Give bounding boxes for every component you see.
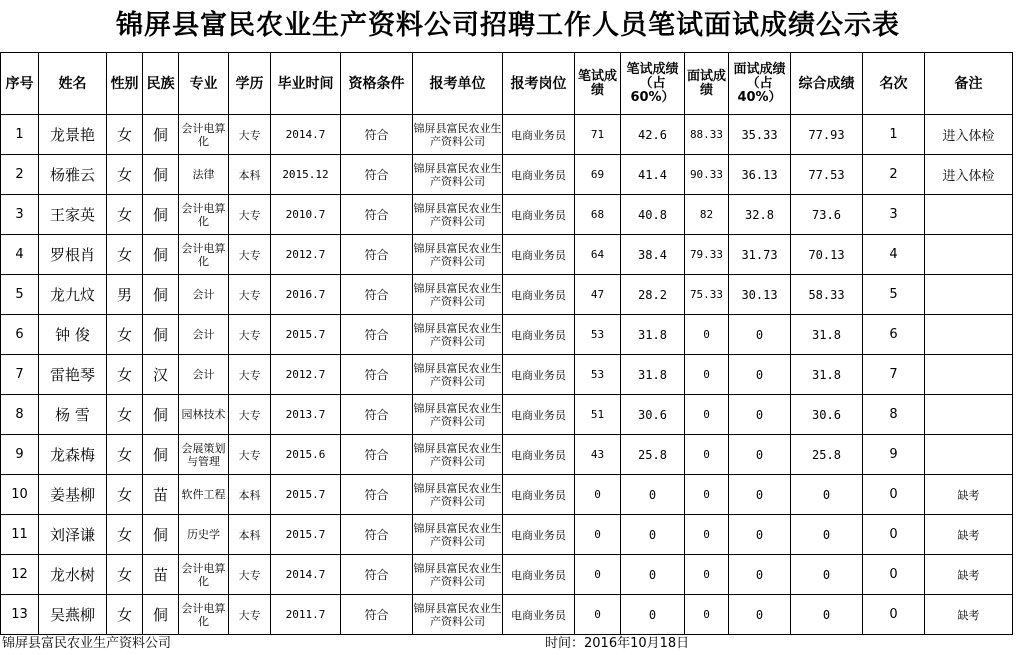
cell-written: 0 [575, 475, 621, 515]
cell-rank: 5 [863, 275, 925, 315]
cell-interview-pct: 0 [729, 355, 791, 395]
cell-gender: 女 [107, 435, 143, 475]
cell-grad-time: 2014.7 [271, 115, 341, 155]
score-table [0, 52, 1013, 635]
cell-qualification: 符合 [341, 395, 413, 435]
cell-total: 0 [791, 475, 863, 515]
cell-idx: 7 [1, 355, 39, 395]
cell-idx: 12 [1, 555, 39, 595]
cell-name: 杨 雪 [39, 395, 107, 435]
cell-major: 会计电算化 [179, 195, 229, 235]
cell-idx: 2 [1, 155, 39, 195]
cell-written: 0 [575, 555, 621, 595]
cell-interview: 88.33 [685, 115, 729, 155]
cell-ethnicity: 侗 [143, 315, 179, 355]
cell-qualification: 符合 [341, 515, 413, 555]
cell-name: 龙森梅 [39, 435, 107, 475]
cell-position: 电商业务员 [503, 595, 575, 635]
cell-rank: 2 [863, 155, 925, 195]
cell-qualification: 符合 [341, 355, 413, 395]
cell-education: 大专 [229, 235, 271, 275]
cell-total: 58.33 [791, 275, 863, 315]
cell-note [925, 235, 1013, 275]
cell-ethnicity: 侗 [143, 235, 179, 275]
cell-written-pct: 30.6 [621, 395, 685, 435]
header-major: 专业 [179, 53, 229, 115]
cell-note: 进入体检 [925, 155, 1013, 195]
cell-qualification: 符合 [341, 315, 413, 355]
cell-note: 缺考 [925, 515, 1013, 555]
table-row [1, 275, 1013, 315]
cell-education: 大专 [229, 435, 271, 475]
cell-grad-time: 2015.6 [271, 435, 341, 475]
cell-ethnicity: 侗 [143, 515, 179, 555]
footer-date: 时间：2016年10月18日 [545, 636, 690, 651]
cell-position: 电商业务员 [503, 155, 575, 195]
cell-major: 会计电算化 [179, 555, 229, 595]
cell-qualification: 符合 [341, 595, 413, 635]
cell-ethnicity: 侗 [143, 155, 179, 195]
cell-unit: 锦屏县富民农业生产资料公司 [413, 595, 503, 635]
cell-unit: 锦屏县富民农业生产资料公司 [413, 515, 503, 555]
cell-written-pct: 25.8 [621, 435, 685, 475]
cell-position: 电商业务员 [503, 435, 575, 475]
cell-unit: 锦屏县富民农业生产资料公司 [413, 115, 503, 155]
cell-rank: 0 [863, 515, 925, 555]
header-rank: 名次 [863, 53, 925, 115]
cell-ethnicity: 侗 [143, 435, 179, 475]
cell-unit: 锦屏县富民农业生产资料公司 [413, 275, 503, 315]
cell-position: 电商业务员 [503, 475, 575, 515]
table-row [1, 435, 1013, 475]
cell-rank: 8 [863, 395, 925, 435]
cell-written: 0 [575, 595, 621, 635]
cell-name: 龙景艳 [39, 115, 107, 155]
cell-interview: 90.33 [685, 155, 729, 195]
cell-grad-time: 2015.7 [271, 475, 341, 515]
header-position: 报考岗位 [503, 53, 575, 115]
cell-rank: 4 [863, 235, 925, 275]
cell-interview-pct: 0 [729, 315, 791, 355]
header-qualification: 资格条件 [341, 53, 413, 115]
cell-name: 姜基柳 [39, 475, 107, 515]
cell-name: 吴燕柳 [39, 595, 107, 635]
cell-position: 电商业务员 [503, 195, 575, 235]
cell-interview: 0 [685, 435, 729, 475]
cell-name: 杨雅云 [39, 155, 107, 195]
cell-unit: 锦屏县富民农业生产资料公司 [413, 395, 503, 435]
cell-unit: 锦屏县富民农业生产资料公司 [413, 195, 503, 235]
cell-total: 77.53 [791, 155, 863, 195]
cell-total: 25.8 [791, 435, 863, 475]
cell-ethnicity: 侗 [143, 595, 179, 635]
table-header-row [1, 53, 1013, 115]
cell-name: 刘泽谦 [39, 515, 107, 555]
cell-qualification: 符合 [341, 155, 413, 195]
cell-ethnicity: 苗 [143, 475, 179, 515]
cell-interview: 0 [685, 395, 729, 435]
cell-idx: 1 [1, 115, 39, 155]
cell-name: 罗根肖 [39, 235, 107, 275]
cell-total: 77.93 [791, 115, 863, 155]
header-written: 笔试成绩 [575, 53, 621, 115]
cell-note [925, 355, 1013, 395]
cell-qualification: 符合 [341, 435, 413, 475]
table-row [1, 555, 1013, 595]
header-ethnicity: 民族 [143, 53, 179, 115]
cell-education: 大专 [229, 195, 271, 235]
cell-idx: 5 [1, 275, 39, 315]
cell-position: 电商业务员 [503, 555, 575, 595]
cell-ethnicity: 侗 [143, 195, 179, 235]
cell-gender: 女 [107, 195, 143, 235]
cell-education: 大专 [229, 275, 271, 315]
cell-interview-pct: 30.13 [729, 275, 791, 315]
header-education: 学历 [229, 53, 271, 115]
cell-gender: 女 [107, 355, 143, 395]
table-row [1, 515, 1013, 555]
cell-name: 龙九炆 [39, 275, 107, 315]
table-row [1, 315, 1013, 355]
header-total: 综合成绩 [791, 53, 863, 115]
cell-interview-pct: 0 [729, 595, 791, 635]
cell-idx: 11 [1, 515, 39, 555]
cell-written-pct: 28.2 [621, 275, 685, 315]
cell-major: 会计电算化 [179, 595, 229, 635]
cell-unit: 锦屏县富民农业生产资料公司 [413, 355, 503, 395]
cell-idx: 10 [1, 475, 39, 515]
cell-interview: 0 [685, 595, 729, 635]
cell-interview: 75.33 [685, 275, 729, 315]
cell-education: 大专 [229, 395, 271, 435]
cell-written-pct: 31.8 [621, 315, 685, 355]
cell-grad-time: 2015.7 [271, 315, 341, 355]
header-unit: 报考单位 [413, 53, 503, 115]
cell-name: 雷艳琴 [39, 355, 107, 395]
cell-written-pct: 41.4 [621, 155, 685, 195]
cell-position: 电商业务员 [503, 275, 575, 315]
cell-interview: 0 [685, 355, 729, 395]
cell-note: 缺考 [925, 555, 1013, 595]
cell-grad-time: 2015.12 [271, 155, 341, 195]
header-name: 姓名 [39, 53, 107, 115]
cell-grad-time: 2012.7 [271, 355, 341, 395]
cell-gender: 女 [107, 155, 143, 195]
cell-rank: 0 [863, 555, 925, 595]
cell-note [925, 195, 1013, 235]
cell-education: 大专 [229, 115, 271, 155]
cell-position: 电商业务员 [503, 395, 575, 435]
cell-education: 大专 [229, 595, 271, 635]
table-row [1, 235, 1013, 275]
cell-written: 53 [575, 355, 621, 395]
cell-major: 会计电算化 [179, 235, 229, 275]
cell-qualification: 符合 [341, 475, 413, 515]
cell-written: 69 [575, 155, 621, 195]
cell-interview-pct: 0 [729, 555, 791, 595]
cell-education: 本科 [229, 155, 271, 195]
cell-note: 进入体检 [925, 115, 1013, 155]
header-interview: 面试成绩 [685, 53, 729, 115]
footer-company: 锦屏县富民农业生产资料公司 [2, 636, 172, 651]
cell-gender: 女 [107, 115, 143, 155]
cell-position: 电商业务员 [503, 355, 575, 395]
cell-name: 钟 俊 [39, 315, 107, 355]
cell-written: 68 [575, 195, 621, 235]
cell-interview-pct: 0 [729, 435, 791, 475]
table-row [1, 395, 1013, 435]
cell-major: 会计电算化 [179, 115, 229, 155]
cell-qualification: 符合 [341, 195, 413, 235]
cell-written-pct: 38.4 [621, 235, 685, 275]
header-note: 备注 [925, 53, 1013, 115]
cell-written-pct: 40.8 [621, 195, 685, 235]
cell-qualification: 符合 [341, 555, 413, 595]
cell-idx: 9 [1, 435, 39, 475]
cell-name: 王家英 [39, 195, 107, 235]
cell-gender: 男 [107, 275, 143, 315]
cell-rank: 7 [863, 355, 925, 395]
table-body [1, 115, 1013, 635]
cell-gender: 女 [107, 515, 143, 555]
cell-position: 电商业务员 [503, 115, 575, 155]
table-row [1, 475, 1013, 515]
cell-qualification: 符合 [341, 115, 413, 155]
header-interview-pct: 面试成绩（占40%） [729, 53, 791, 115]
page-title: 锦屏县富民农业生产资料公司招聘工作人员笔试面试成绩公示表 [116, 10, 900, 41]
header-idx: 序号 [1, 53, 39, 115]
cell-grad-time: 2012.7 [271, 235, 341, 275]
header-written-pct: 笔试成绩（占60%） [621, 53, 685, 115]
cell-written: 64 [575, 235, 621, 275]
cell-written: 43 [575, 435, 621, 475]
cell-major: 会计 [179, 275, 229, 315]
cell-total: 0 [791, 515, 863, 555]
cell-written: 53 [575, 315, 621, 355]
header-grad-time: 毕业时间 [271, 53, 341, 115]
cell-education: 本科 [229, 515, 271, 555]
cell-position: 电商业务员 [503, 515, 575, 555]
cell-note [925, 315, 1013, 355]
cell-gender: 女 [107, 235, 143, 275]
table-row [1, 595, 1013, 635]
cell-interview-pct: 0 [729, 395, 791, 435]
cell-gender: 女 [107, 475, 143, 515]
cell-interview: 0 [685, 555, 729, 595]
cell-name: 龙水树 [39, 555, 107, 595]
cell-unit: 锦屏县富民农业生产资料公司 [413, 435, 503, 475]
cell-interview: 0 [685, 475, 729, 515]
cell-idx: 6 [1, 315, 39, 355]
cell-grad-time: 2011.7 [271, 595, 341, 635]
cell-major: 软件工程 [179, 475, 229, 515]
cell-interview: 82 [685, 195, 729, 235]
cell-idx: 13 [1, 595, 39, 635]
cell-ethnicity: 汉 [143, 355, 179, 395]
cell-unit: 锦屏县富民农业生产资料公司 [413, 475, 503, 515]
cell-interview-pct: 0 [729, 515, 791, 555]
cell-education: 大专 [229, 555, 271, 595]
cell-interview-pct: 31.73 [729, 235, 791, 275]
cell-interview-pct: 0 [729, 475, 791, 515]
cell-major: 会计 [179, 315, 229, 355]
cell-total: 31.8 [791, 315, 863, 355]
cell-ethnicity: 苗 [143, 555, 179, 595]
cell-total: 0 [791, 595, 863, 635]
cell-interview: 79.33 [685, 235, 729, 275]
cell-written-pct: 42.6 [621, 115, 685, 155]
cell-interview-pct: 35.33 [729, 115, 791, 155]
cell-major: 园林技术 [179, 395, 229, 435]
cell-rank: 0 [863, 475, 925, 515]
table-row [1, 115, 1013, 155]
cell-total: 70.13 [791, 235, 863, 275]
cell-grad-time: 2014.7 [271, 555, 341, 595]
table-row [1, 355, 1013, 395]
cell-note [925, 395, 1013, 435]
cell-written: 0 [575, 515, 621, 555]
cell-grad-time: 2010.7 [271, 195, 341, 235]
header-gender: 性别 [107, 53, 143, 115]
cell-grad-time: 2013.7 [271, 395, 341, 435]
cell-grad-time: 2016.7 [271, 275, 341, 315]
cell-ethnicity: 侗 [143, 275, 179, 315]
cell-written: 51 [575, 395, 621, 435]
cell-rank: 3 [863, 195, 925, 235]
cell-interview-pct: 36.13 [729, 155, 791, 195]
table-row [1, 155, 1013, 195]
cell-qualification: 符合 [341, 235, 413, 275]
cell-idx: 8 [1, 395, 39, 435]
cell-major: 会展策划与管理 [179, 435, 229, 475]
cell-written-pct: 31.8 [621, 355, 685, 395]
cell-interview: 0 [685, 315, 729, 355]
table-row [1, 195, 1013, 235]
cell-education: 本科 [229, 475, 271, 515]
cell-grad-time: 2015.7 [271, 515, 341, 555]
cell-note [925, 435, 1013, 475]
cell-unit: 锦屏县富民农业生产资料公司 [413, 315, 503, 355]
cell-position: 电商业务员 [503, 235, 575, 275]
cell-rank: 0 [863, 595, 925, 635]
cell-written: 71 [575, 115, 621, 155]
cell-gender: 女 [107, 555, 143, 595]
cell-unit: 锦屏县富民农业生产资料公司 [413, 235, 503, 275]
cell-total: 31.8 [791, 355, 863, 395]
cell-total: 30.6 [791, 395, 863, 435]
cell-written-pct: 0 [621, 475, 685, 515]
cell-unit: 锦屏县富民农业生产资料公司 [413, 155, 503, 195]
cell-gender: 女 [107, 315, 143, 355]
cell-rank: 1 [863, 115, 925, 155]
cell-ethnicity: 侗 [143, 395, 179, 435]
cell-unit: 锦屏县富民农业生产资料公司 [413, 555, 503, 595]
cell-interview-pct: 32.8 [729, 195, 791, 235]
cell-gender: 女 [107, 595, 143, 635]
cell-written-pct: 0 [621, 555, 685, 595]
cell-idx: 3 [1, 195, 39, 235]
cell-idx: 4 [1, 235, 39, 275]
cell-rank: 6 [863, 315, 925, 355]
cell-position: 电商业务员 [503, 315, 575, 355]
cell-interview: 0 [685, 515, 729, 555]
cell-major: 历史学 [179, 515, 229, 555]
cell-major: 法律 [179, 155, 229, 195]
cell-rank: 9 [863, 435, 925, 475]
cell-qualification: 符合 [341, 275, 413, 315]
cell-written-pct: 0 [621, 515, 685, 555]
cell-note: 缺考 [925, 475, 1013, 515]
cell-note [925, 275, 1013, 315]
cell-education: 大专 [229, 355, 271, 395]
cell-written: 47 [575, 275, 621, 315]
cell-education: 大专 [229, 315, 271, 355]
cell-total: 73.6 [791, 195, 863, 235]
cell-ethnicity: 侗 [143, 115, 179, 155]
cell-total: 0 [791, 555, 863, 595]
cell-gender: 女 [107, 395, 143, 435]
cell-written-pct: 0 [621, 595, 685, 635]
cell-note: 缺考 [925, 595, 1013, 635]
cell-major: 会计 [179, 355, 229, 395]
